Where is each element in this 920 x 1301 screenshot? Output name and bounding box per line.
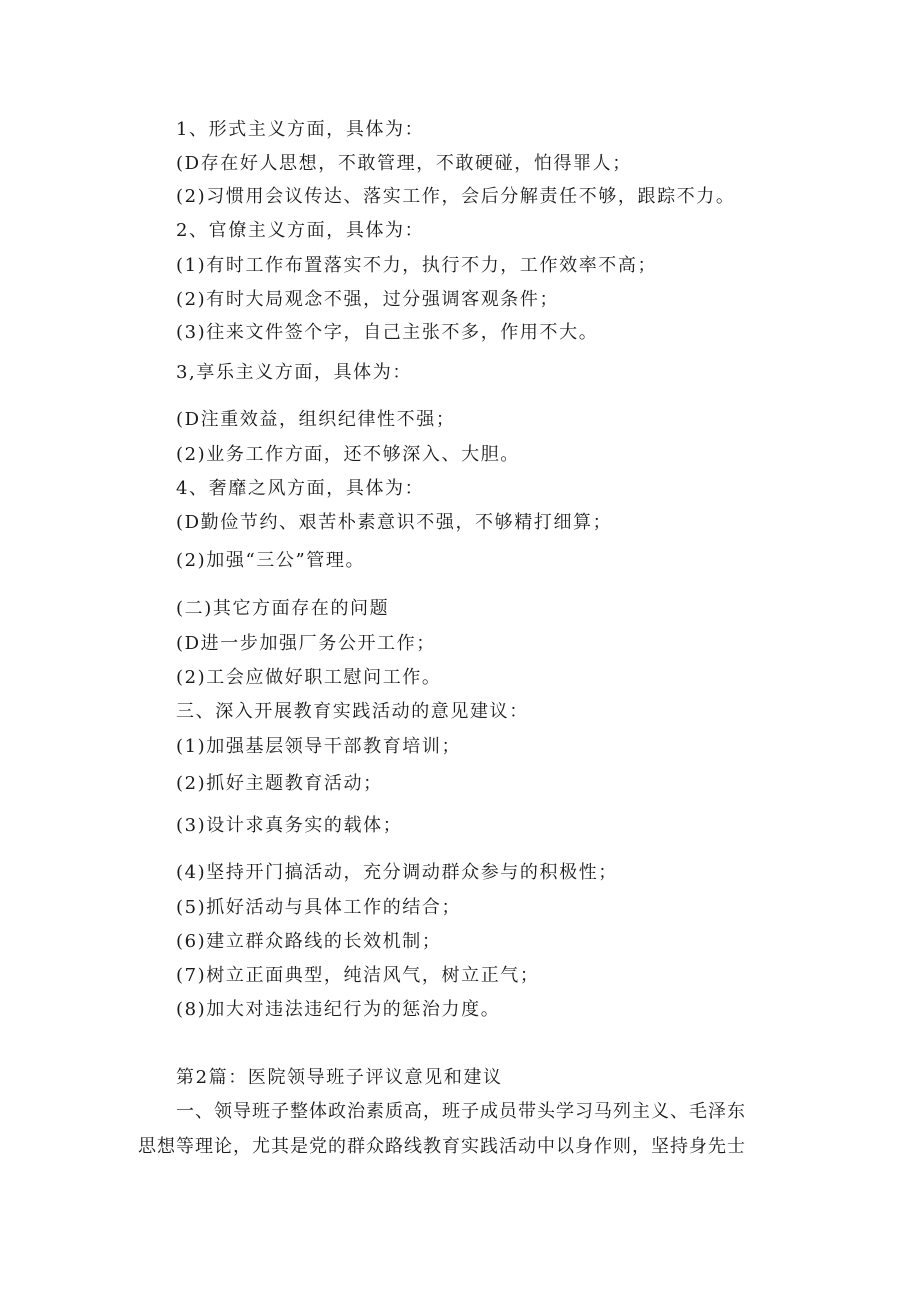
list-item: (1)加强基层领导干部教育培训； <box>176 736 462 757</box>
list-item: (1)有时工作布置落实不力，执行不力，工作效率不高； <box>176 255 658 276</box>
list-item: (2)加强“三公”管理。 <box>176 550 366 571</box>
list-item: (D勤俭节约、艰苦朴素意识不强，不够精打细算； <box>176 512 613 533</box>
paragraph-line: 一、领导班子整体政治素质高，班子成员带头学习马列主义、毛泽东 <box>176 1101 746 1122</box>
list-item: (2)抓好主题教育活动； <box>176 773 383 794</box>
list-item: (7)树立正面典型，纯洁风气，树立正气； <box>176 965 540 986</box>
list-item: (3)往来文件签个字，自己主张不多，作用不大。 <box>176 322 599 343</box>
list-item: (8)加大对违法违纪行为的惩治力度。 <box>176 999 501 1020</box>
body-paragraph <box>138 1094 788 1164</box>
list-item: (2)有时大局观念不强，过分强调客观条件； <box>176 289 560 310</box>
list-item: (D注重效益，组织纪律性不强； <box>176 409 456 430</box>
heading-formalism: 1、形式主义方面，具体为： <box>176 119 425 140</box>
list-item: (5)抓好活动与具体工作的结合； <box>176 897 462 918</box>
list-item: (D存在好人思想，不敢管理，不敢硬碰，怕得罪人； <box>176 153 632 174</box>
list-item: (3)设计求真务实的载体； <box>176 815 403 836</box>
list-item: (2)业务工作方面，还不够深入、大胆。 <box>176 444 520 465</box>
list-item: (4)坚持开门搞活动，充分调动群众参与的积极性； <box>176 862 618 883</box>
paragraph-line: 思想等理论，尤其是党的群众路线教育实践活动中以身作则，坚持身先士 <box>138 1136 746 1157</box>
list-item: (6)建立群众路线的长效机制； <box>176 931 442 952</box>
heading-suggestions: 三、深入开展教育实践活动的意见建议： <box>176 701 529 722</box>
section-title-part-2: 第2篇：医院领导班子评议意见和建议 <box>176 1067 503 1088</box>
heading-other-issues: (二)其它方面存在的问题 <box>176 598 390 619</box>
list-item: (2)习惯用会议传达、落实工作，会后分解责任不够，跟踪不力。 <box>176 186 736 207</box>
list-item: (D进一步加强厂务公开工作； <box>176 633 436 654</box>
heading-extravagance: 4、奢靡之风方面，具体为： <box>176 478 425 499</box>
heading-hedonism: 3,享乐主义方面，具体为： <box>176 362 412 383</box>
heading-bureaucratism: 2、官僚主义方面，具体为： <box>176 220 425 241</box>
list-item: (2)工会应做好职工慰问工作。 <box>176 667 442 688</box>
